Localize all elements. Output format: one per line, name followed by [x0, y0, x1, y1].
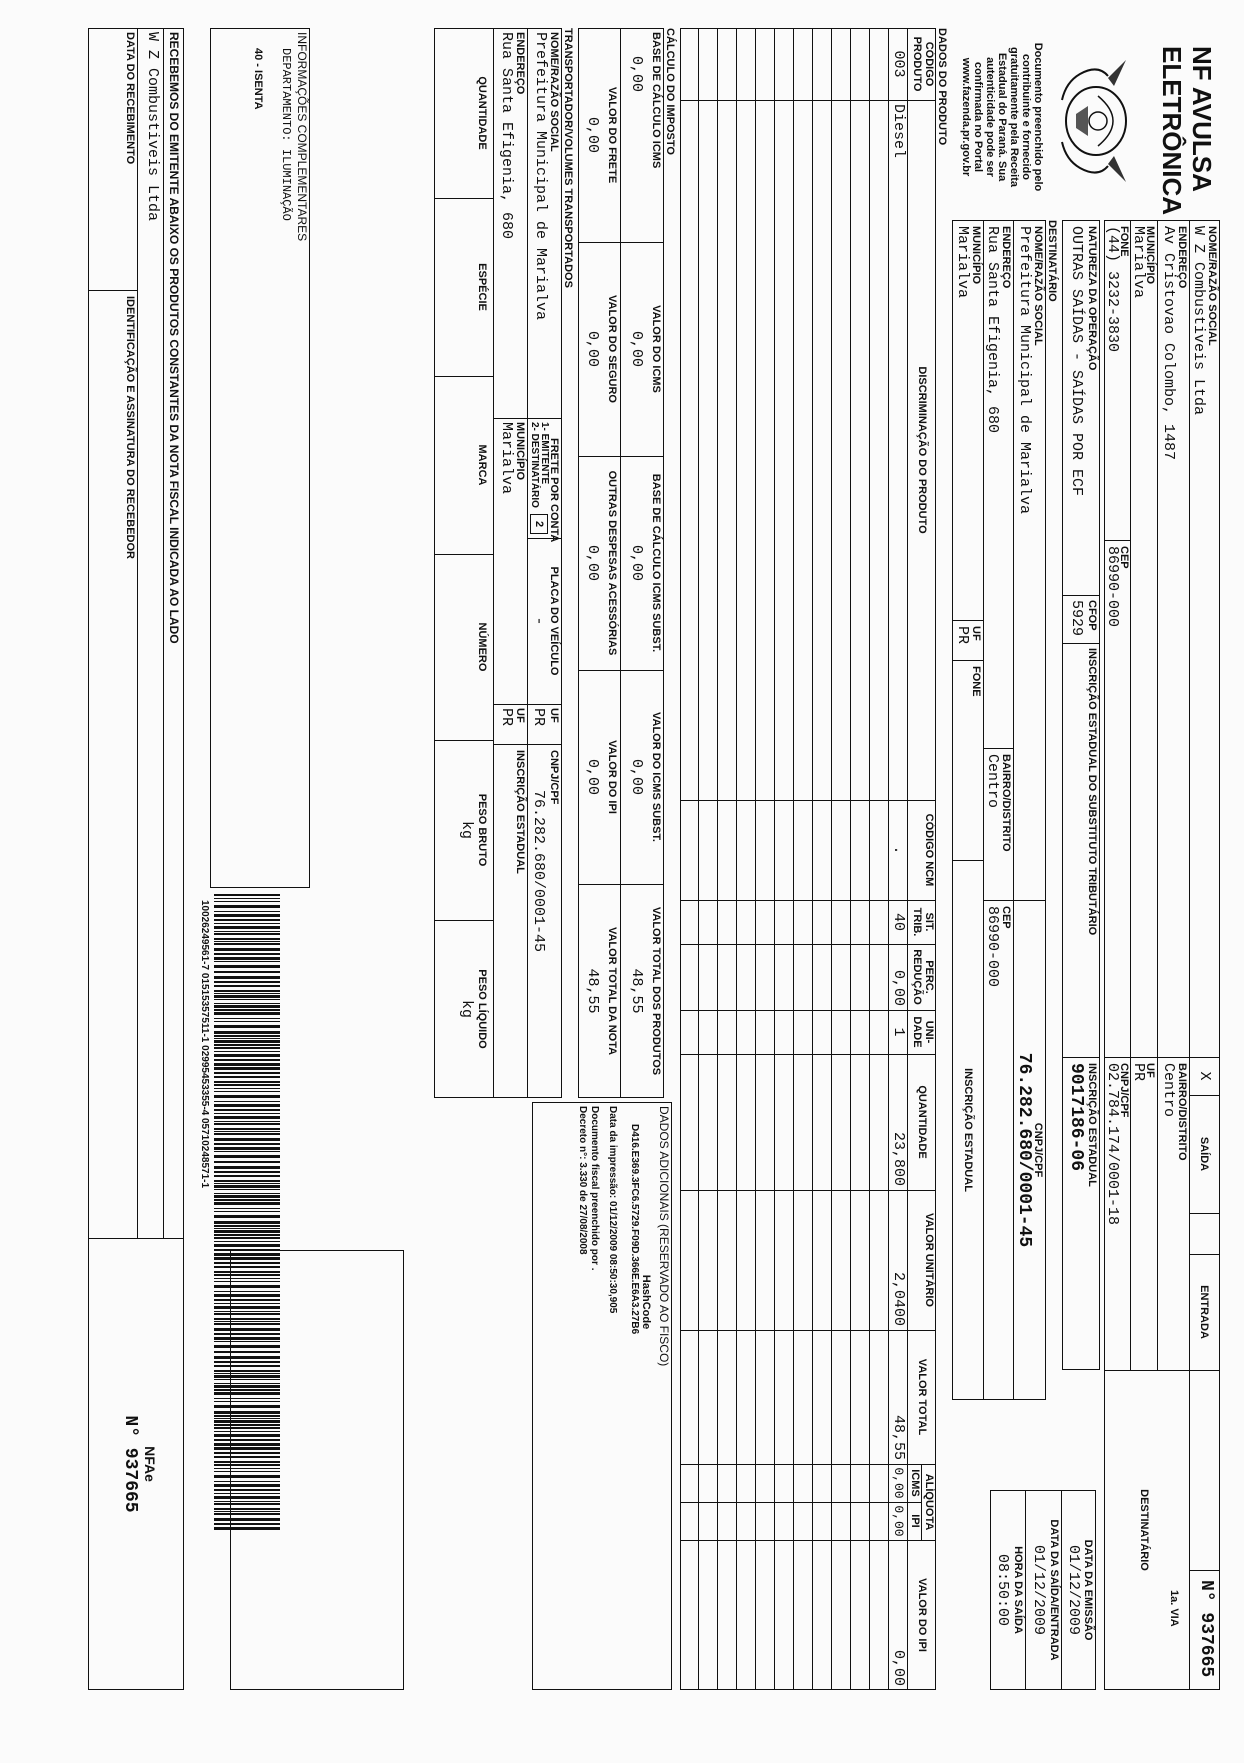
item-perc-reducao: 0,00	[890, 969, 907, 1006]
emitente-endereco: Av Cristovao Colombo, 1487	[1160, 226, 1177, 461]
barcode-bar	[214, 1072, 280, 1074]
dest-cep: 86990-000	[984, 906, 1001, 988]
col-valor-total-header: VALOR TOTAL	[916, 1358, 928, 1436]
ie-subst-label: INSCRIÇÃO ESTADUAL DO SUBSTITUTO TRIBUTÁRIO	[1086, 648, 1098, 936]
barcode-bar	[214, 1161, 280, 1163]
document-note-line: confirmada no Portal	[972, 61, 984, 173]
hora-saida-label: HORA DA SAÍDA	[1012, 1546, 1024, 1634]
barcode-bar	[214, 1128, 280, 1130]
item-valor-total: 48,55	[890, 1414, 907, 1460]
base-subst: 0,00	[628, 544, 645, 581]
placa: -	[530, 616, 547, 626]
item-sit-trib: 40	[890, 912, 907, 931]
dest-endereco-label: ENDEREÇO	[1000, 226, 1012, 289]
dest-bairro: Centro	[984, 754, 1001, 809]
divider	[1062, 595, 1100, 596]
barcode-bar	[214, 1031, 280, 1034]
barcode-bar	[214, 971, 280, 973]
document-note-line: autenticidade pode ser	[984, 57, 996, 177]
dest-cnpj-label: CNPJ/CPF	[1032, 1122, 1044, 1178]
divider	[1104, 1370, 1220, 1371]
barcode-bar	[214, 901, 280, 902]
document-note-line: gratuitamente pela Receita	[1008, 47, 1020, 187]
barcode-bar	[214, 1131, 280, 1132]
barcode-bar	[214, 1005, 280, 1008]
barcode-bar	[214, 948, 280, 951]
total-nota: 48,55	[584, 968, 601, 1014]
barcode-bar	[214, 1044, 280, 1046]
barcode-bar	[214, 1175, 280, 1177]
barcode-bar	[214, 1237, 280, 1239]
transp-ie-label: INSCRIÇÃO ESTADUAL	[514, 750, 526, 874]
base-icms: 0,00	[628, 56, 645, 93]
col-codigo-header: CÓDIGO PRODUTO	[911, 36, 935, 92]
barcode-bar	[214, 990, 280, 992]
barcode-bar	[214, 943, 280, 945]
barcode-bar	[214, 923, 280, 924]
barcode-bar	[214, 1230, 280, 1233]
valor-icms-label: VALOR DO ICMS	[650, 305, 662, 393]
document-note-line: contribuinte e fornecido	[1020, 54, 1032, 180]
divider	[717, 28, 718, 1690]
divider	[952, 620, 984, 621]
barcode-bar	[214, 1101, 280, 1102]
divider	[698, 28, 699, 1690]
transp-uf-label: UF	[548, 708, 560, 723]
divider	[494, 418, 562, 419]
barcode-bar	[214, 1138, 280, 1141]
transp-uf: PR	[530, 708, 547, 727]
hash-code: D416.E369.3FC6.5729.F09D.366E.E6A3.27B6	[629, 1124, 640, 1335]
cfop: 5929	[1068, 600, 1085, 637]
barcode-bar	[214, 1241, 280, 1242]
barcode-bar	[214, 933, 280, 935]
divider	[137, 28, 138, 1238]
transp-nome-label: NOME/RAZÃO SOCIAL	[548, 32, 560, 152]
col-perc-reducao-header: PERC. REDUÇÃO	[911, 949, 935, 1005]
divider	[755, 28, 756, 1690]
barcode-bar	[214, 1151, 280, 1152]
nfae-label: NFAe	[142, 1446, 158, 1482]
transp-cnpj-label: CNPJ/CPF	[548, 750, 560, 805]
divider	[1104, 540, 1131, 541]
peso-liquido-unit: kg	[458, 999, 475, 1018]
imposto-section-label: CÁLCULO DO IMPOSTO	[664, 28, 676, 155]
dest-uf-label: UF	[970, 626, 982, 641]
dest-fone-label: FONE	[970, 666, 982, 697]
divider	[1130, 220, 1131, 1370]
barcode-bar	[214, 1059, 280, 1061]
divider	[1061, 1490, 1062, 1690]
emitente-nome: W Z Combustiveis Ltda	[1190, 226, 1207, 416]
emitente-fone: (44) 3232-3830	[1104, 226, 1121, 353]
peso-bruto-unit: kg	[458, 820, 475, 839]
divider	[680, 100, 936, 101]
item-codigo: 003	[890, 50, 907, 78]
barcode-bar	[214, 894, 280, 896]
emitente-cnpj: 02.784.174/0001-18	[1104, 1063, 1121, 1226]
barcode-bar	[214, 911, 280, 912]
barcode-bar	[214, 941, 280, 942]
barcode-bar	[214, 1228, 280, 1229]
frete-opt2: 2- DESTINATÁRIO	[529, 422, 540, 508]
divider	[888, 28, 889, 1690]
frete: 0,00	[584, 116, 601, 153]
emitente-ie-label: INSCRIÇÃO ESTADUAL	[1086, 1063, 1098, 1187]
barcode-bar	[214, 1123, 280, 1125]
col-ncm-header: CÓDIGO NCM	[923, 813, 935, 887]
total-nota-label: VALOR TOTAL DA NOTA	[606, 926, 618, 1056]
total-produtos: 48,55	[628, 968, 645, 1014]
base-icms-label: BASE DE CÁLCULO ICMS	[650, 32, 662, 169]
barcode-bar	[214, 1054, 280, 1057]
transp-municipio: Marialva	[498, 422, 515, 495]
dest-uf: PR	[954, 626, 971, 645]
col-valor-unitario-header: VALOR UNITÁRIO	[923, 1213, 935, 1307]
data-impressao: Data da impressão: 01/12/2009 08:50:30,905	[607, 1106, 618, 1314]
transp-municipio-label: MUNICÍPIO	[514, 422, 526, 481]
peso-bruto-label: PESO BRUTO	[476, 793, 488, 867]
barcode-bar	[214, 1166, 280, 1169]
barcode-bar	[214, 1018, 280, 1019]
transp-uf2: PR	[498, 708, 515, 727]
divider	[736, 28, 737, 1690]
barcode-bar	[214, 981, 280, 983]
transp-uf2-label: UF	[514, 708, 526, 723]
divider	[1157, 220, 1158, 1370]
emitente-cnpj-label: CNPJ/CPF	[1118, 1063, 1130, 1118]
divider	[774, 28, 775, 1690]
emissao-label: DATA DA EMISSÃO	[1082, 1539, 1094, 1641]
barcode-bar	[214, 1202, 280, 1205]
emitente-fone-label: FONE	[1118, 226, 1130, 257]
dest-endereco: Rua Santa Efigenia, 680	[984, 226, 1001, 434]
saida-label: SAÍDA	[1198, 1136, 1210, 1172]
barcode-bar	[214, 1021, 280, 1022]
divider	[1062, 1057, 1100, 1058]
divider	[984, 900, 1014, 901]
barcode-bar	[214, 1051, 280, 1052]
barcode-bar	[214, 1180, 280, 1182]
barcode-bar	[214, 999, 280, 1000]
barcode-bar	[214, 953, 280, 955]
barcode-bar	[214, 1081, 280, 1083]
adicionais-label: DADOS ADICIONAIS (RESERVADO AO FISCO)	[657, 1106, 671, 1367]
recebemos-text: RECEBEMOS DO EMITENTE ABAIXO OS PRODUTOS CONSTANTES DA NOTA FISCAL INDICADA AO LADO	[167, 32, 181, 644]
barcode-bar	[214, 905, 280, 908]
col-discriminacao-header: DISCRIMINAÇÃO DO PRODUTO	[916, 366, 928, 534]
item-quantidade: 23,800	[890, 1131, 907, 1186]
outras-label: OUTRAS DESPESAS ACESSÓRIAS	[606, 470, 618, 656]
emitente-endereco-label: ENDEREÇO	[1176, 226, 1188, 289]
item-ncm: .	[890, 845, 907, 855]
frete-por-conta-label: FRETE POR CONTA	[548, 438, 560, 543]
barcode-bar	[214, 919, 280, 921]
hash-label: HashCode	[640, 1274, 652, 1330]
barcode-bar	[214, 1121, 280, 1122]
valor-icms: 0,00	[628, 330, 645, 367]
barcode-bar	[214, 1189, 280, 1190]
barcode-bar	[214, 1104, 280, 1107]
produtos-section-label: DADOS DO PRODUTO	[936, 28, 948, 146]
title-line2: ELETRÔNICA	[1157, 46, 1187, 215]
decreto-note: Decreto n°: 3.330 de 27/08/2008	[577, 1106, 588, 1255]
frete-opt1: 1- EMITENTE	[539, 422, 550, 485]
barcode-bar	[214, 1193, 280, 1194]
barcode-bar	[214, 1040, 280, 1043]
barcode-number: 10026249561-7 01515357511-1 02995453355-4 05710248571-1	[199, 900, 210, 1189]
barcode-bar	[214, 1199, 280, 1201]
barcode-bar	[214, 1113, 280, 1114]
fisco-box	[230, 1250, 404, 1690]
peso-liquido-label: PESO LÍQUIDO	[476, 969, 488, 1049]
dest-nome-label: NOME/RAZÃO SOCIAL	[1032, 226, 1044, 346]
document-note	[960, 28, 1044, 206]
entrada-label: ENTRADA	[1198, 1285, 1210, 1339]
natureza: OUTRAS SAÍDAS - SAÍDAS POR ECF	[1068, 226, 1085, 497]
frete-label: VALOR DO FRETE	[606, 86, 618, 184]
barcode-bar	[214, 965, 280, 968]
canhoto-emitente: W Z Combustiveis Ltda	[144, 32, 161, 222]
divider	[793, 28, 794, 1690]
divider	[494, 744, 562, 745]
barcode-bar	[214, 898, 280, 899]
title-line1: NF AVULSA	[1187, 46, 1217, 192]
divider	[163, 28, 164, 1238]
barcode-bar	[214, 1234, 280, 1236]
emitente-uf-label: UF	[1144, 1063, 1156, 1078]
hora-saida: 08:50:00	[994, 1553, 1011, 1626]
item-valor-unitario: 2,0400	[890, 1271, 907, 1326]
divider	[1062, 643, 1100, 644]
departamento: DEPARTAMENTO: ILUMINAÇÃO	[279, 48, 293, 221]
placa-label: PLACA DO VEÍCULO	[548, 566, 560, 676]
emitente-cep: 86990-000	[1104, 546, 1121, 628]
barcode-bar	[214, 1084, 280, 1086]
barcode-bar	[214, 1091, 280, 1092]
dest-cep-label: CEP	[1000, 906, 1012, 929]
item-aliq-icms: 0,00	[891, 1467, 906, 1499]
saida-data: 01/12/2009	[1030, 1544, 1047, 1635]
barcode-bar	[214, 1109, 280, 1111]
cfop-label: CFOP	[1086, 600, 1098, 631]
parana-coat-of-arms-icon	[1052, 56, 1138, 186]
col-icms-header: ICMS	[909, 1469, 921, 1497]
transp-endereco-label: ENDEREÇO	[514, 32, 526, 95]
seguro: 0,00	[584, 330, 601, 367]
barcode-bar	[214, 1116, 280, 1119]
item-aliq-ipi: 0,00	[891, 1505, 906, 1537]
emitente-nome-label: NOME/RAZÃO SOCIAL	[1206, 226, 1218, 346]
volumes-especie-label: ESPÉCIE	[476, 263, 488, 311]
barcode-bar	[214, 1211, 280, 1212]
total-produtos-label: VALOR TOTAL DOS PRODUTOS	[650, 906, 662, 1076]
frete-value: 2	[533, 520, 545, 528]
barcode-bar	[214, 914, 280, 917]
divider	[812, 28, 813, 1690]
barcode-bar	[214, 1095, 280, 1098]
barcode-bar	[214, 1208, 280, 1209]
dest-nome: Prefeitura Municipal de Marialva	[1016, 226, 1033, 515]
barcode-bar	[214, 993, 280, 994]
volumes-marca-label: MARCA	[476, 444, 488, 486]
document-note-line: www.fazenda.pr.gov.br	[960, 57, 972, 177]
barcode-bar	[214, 931, 280, 932]
barcode-bar	[214, 1171, 280, 1173]
emitente-ie: 9017186-06	[1066, 1063, 1086, 1172]
barcode-bar	[214, 1244, 280, 1247]
barcode-bar	[214, 1155, 280, 1158]
dest-municipio-label: MUNICÍPIO	[970, 226, 982, 285]
assinatura-label: IDENTIFICAÇÃO E ASSINATURA DO RECEBEDOR	[124, 296, 136, 559]
emitente-bairro: Centro	[1160, 1063, 1177, 1118]
barcode-bar	[214, 1025, 280, 1028]
dest-cnpj: 76.282.680/0001-45	[1014, 1052, 1034, 1248]
transp-endereco: Rua Santa Efigenia, 680	[498, 32, 515, 240]
data-recebimento-label: DATA DO RECEBIMENTO	[124, 32, 136, 165]
divider	[1189, 220, 1190, 1690]
emissao: 01/12/2009	[1065, 1544, 1082, 1635]
transp-nome: Prefeitura Municipal de Marialva	[532, 32, 549, 321]
divider	[620, 28, 621, 1098]
outras: 0,00	[584, 544, 601, 581]
transp-cnpj: 76.282.680/0001-45	[530, 790, 547, 953]
barcode-bar	[214, 995, 280, 998]
document-note-line: Documento preenchido pelo	[1032, 42, 1044, 192]
emitente-uf: PR	[1130, 1063, 1147, 1082]
saida-mark: X	[1196, 1071, 1213, 1081]
col-unidade-header: UNI- DADE	[911, 1016, 935, 1048]
divider	[88, 290, 138, 291]
item-discriminacao: Diesel	[890, 104, 907, 159]
divider	[1190, 1570, 1220, 1571]
col-sit-trib-header: SIT. TRIB.	[911, 907, 935, 937]
col-valor-ipi-header: VALOR DO IPI	[916, 1578, 928, 1652]
seguro-label: VALOR DO SEGURO	[606, 295, 618, 403]
divider	[1025, 1490, 1026, 1690]
destinatario-via-label: DESTINATÁRIO	[1138, 1489, 1150, 1571]
barcode-bar	[214, 938, 280, 940]
dest-bairro-label: BAIRRO/DISTRITO	[1000, 754, 1012, 852]
barcode-bar	[214, 1063, 280, 1066]
barcode-bar	[214, 1012, 280, 1015]
divider	[850, 28, 851, 1690]
barcode-bar	[214, 961, 280, 962]
nota-numero: N° 937665	[1196, 1580, 1216, 1678]
barcode-bar	[214, 1221, 280, 1224]
barcode-bar	[214, 1038, 280, 1039]
dest-municipio: Marialva	[954, 226, 971, 299]
divider	[984, 748, 1014, 749]
emitente-municipio: Marialva	[1130, 226, 1147, 299]
valor-subst-label: VALOR DO ICMS SUBST.	[650, 712, 662, 842]
divider	[831, 28, 832, 1690]
doc-fiscal-note: Documento fiscal preenchido por .	[589, 1106, 600, 1271]
barcode-bar	[214, 1185, 280, 1188]
col-ipi-header: IPI	[909, 1514, 921, 1528]
emitente-municipio-label: MUNICÍPIO	[1144, 226, 1156, 285]
barcode-bar	[214, 1147, 280, 1150]
ipi-label: VALOR DO IPI	[606, 740, 618, 814]
barcode-bar	[214, 976, 280, 979]
item-unidade: 1	[890, 1027, 907, 1037]
divider	[907, 28, 908, 1690]
via-label: 1a. VIA	[1168, 1590, 1180, 1627]
barcode-bar	[214, 1195, 280, 1198]
canhoto-numero: N° 937665	[120, 1415, 140, 1513]
barcode-bar	[214, 1076, 280, 1078]
barcode-bar	[214, 1088, 280, 1089]
barcode-bar	[214, 1047, 280, 1049]
destinatario-section-label: DESTINATÁRIO	[1046, 220, 1058, 302]
barcode-bar	[214, 1133, 280, 1135]
item-valor-ipi: 0,00	[890, 1649, 907, 1686]
emitente-cep-label: CEP	[1118, 546, 1130, 569]
barcode-bar	[214, 1067, 280, 1070]
barcode-bar	[214, 957, 280, 960]
document-note-line: Estadual do Paraná. Sua	[996, 52, 1008, 182]
barcode-bar	[214, 1143, 280, 1145]
valor-subst: 0,00	[628, 758, 645, 795]
info-complementares-label: INFORMAÇÕES COMPLEMENTARES	[295, 32, 309, 242]
saida-data-label: DATA DA SAÍDA/ENTRADA	[1048, 1519, 1060, 1661]
emitente-bairro-label: BAIRRO/DISTRITO	[1176, 1063, 1188, 1161]
barcode-bar	[214, 1215, 280, 1218]
divider	[680, 1502, 908, 1503]
barcode-bar	[214, 1009, 280, 1011]
dest-ie-label: INSCRIÇÃO ESTADUAL	[962, 1068, 974, 1192]
barcode-bar	[214, 1225, 280, 1227]
isenta: 40 - ISENTA	[252, 48, 264, 110]
col-quantidade-header: QUANTIDADE	[916, 1085, 928, 1159]
divider	[493, 28, 494, 1098]
ipi: 0,00	[584, 758, 601, 795]
divider	[869, 28, 870, 1690]
transportador-section-label: TRANSPORTADOR/VOLUMES TRANSPORTADOS	[562, 28, 574, 288]
natureza-label: NATUREZA DA OPERAÇÃO	[1086, 226, 1098, 371]
volumes-quantidade-label: QUANTIDADE	[476, 76, 488, 150]
divider	[527, 28, 528, 1098]
barcode-bar	[214, 1035, 280, 1037]
divider	[494, 704, 562, 705]
barcode-bar	[214, 926, 280, 929]
divider	[1190, 1213, 1220, 1214]
col-aliquota-header: ALÍQUOTA	[923, 1473, 935, 1531]
volumes-numero-label: NÚMERO	[476, 622, 488, 672]
base-subst-label: BASE DE CÁLCULO ICMS SUBST.	[650, 473, 662, 653]
divider	[952, 660, 984, 661]
barcode-bar	[214, 1183, 280, 1184]
barcode-bar	[214, 1003, 280, 1004]
barcode-bar	[214, 985, 280, 987]
